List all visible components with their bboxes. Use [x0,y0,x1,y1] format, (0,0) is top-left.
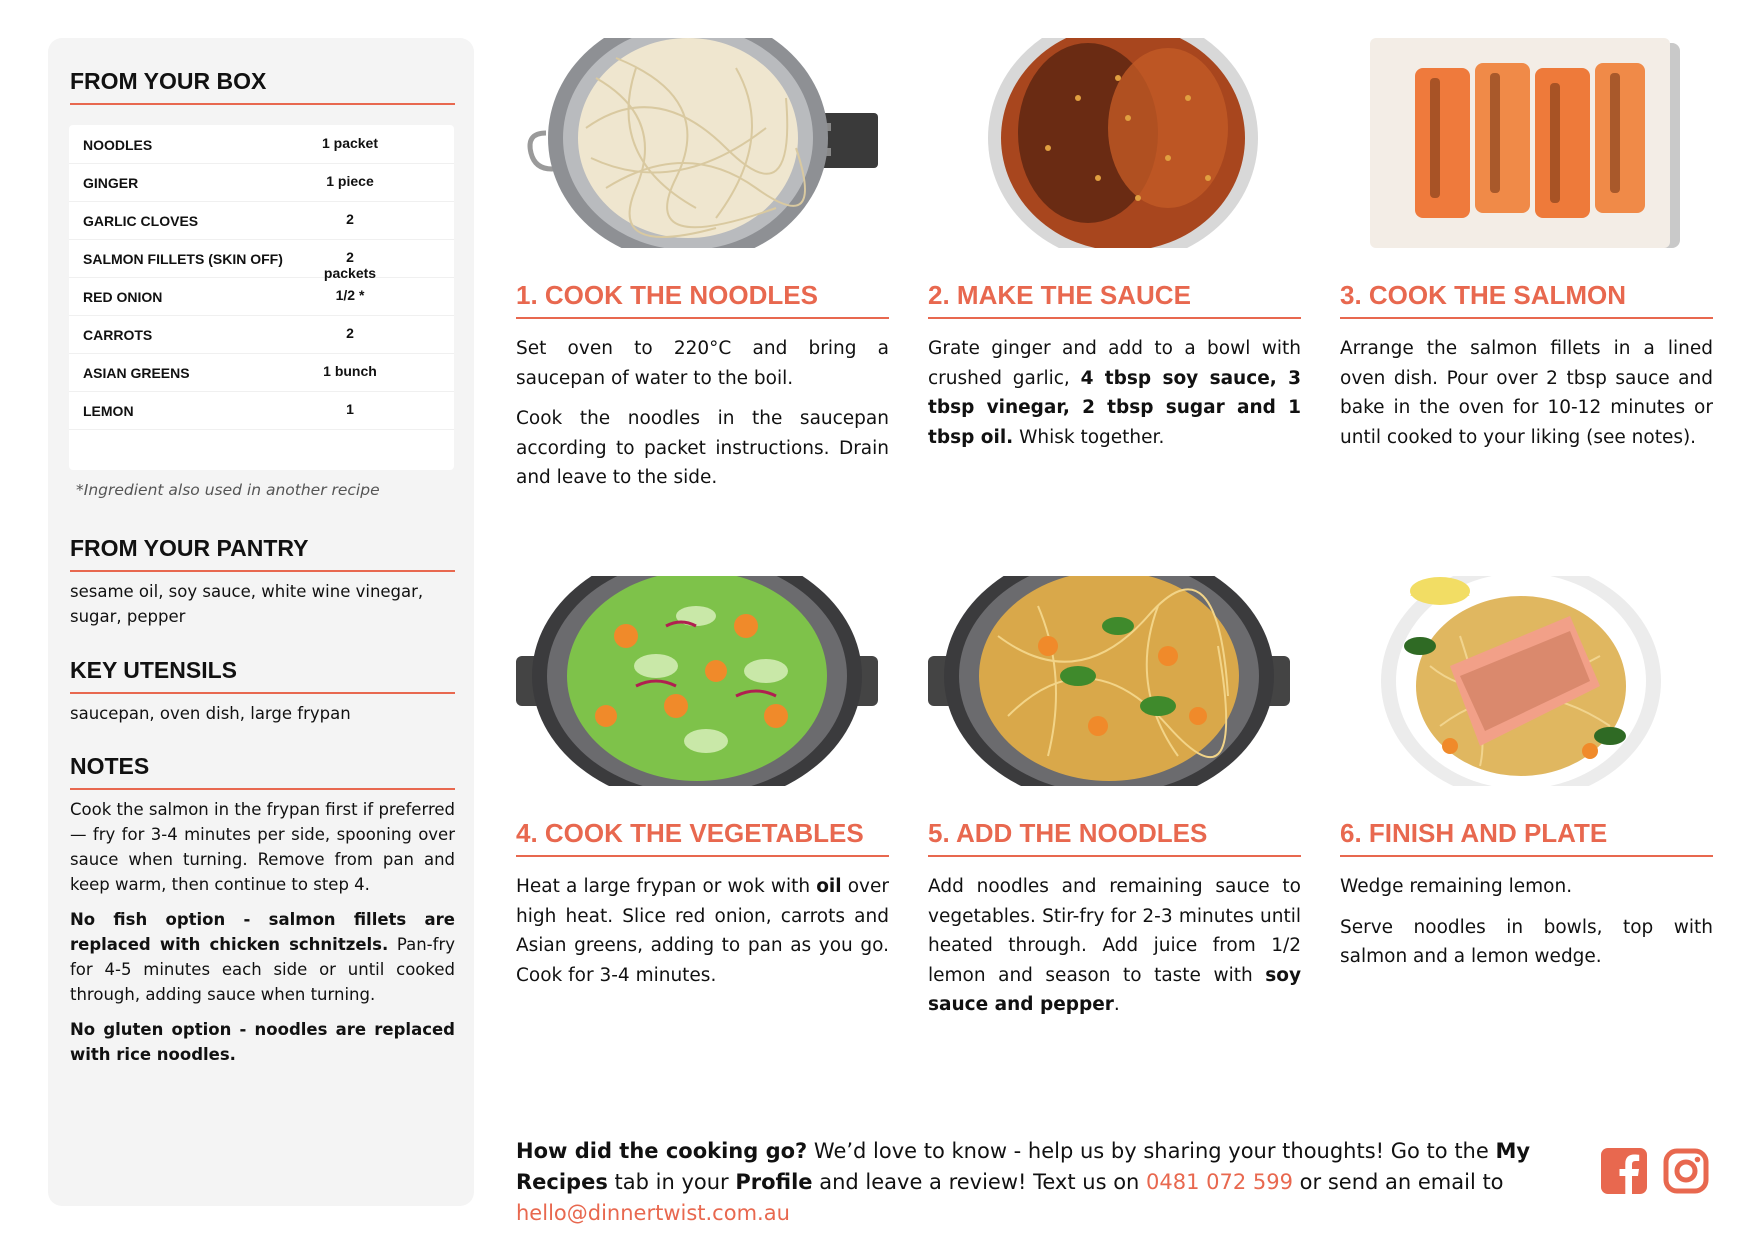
ingredient-qty: 2 [346,325,354,341]
step-1-photo-noodles [516,38,878,248]
step-4-text: Heat a large frypan or wok with oil over high heat. Slice red onion, carrots and Asian greens, adding to pan as you go. Cook for 3-4 minutes. [516,876,889,986]
table-row [69,125,454,164]
notes-heading: NOTES [70,753,455,790]
step-5-title: 5. ADD THE NOODLES [928,818,1301,857]
ingredient-footnote: *Ingredient also used in another recipe [76,481,380,499]
ingredient-qty: 1 piece [326,173,374,189]
ingredient-name: RED ONION [83,289,163,305]
utensils-text: saucepan, oven dish, large frypan [70,704,351,723]
step-3-body [1340,334,1713,463]
step-6-body [1340,872,1713,983]
ingredient-name: SALMON FILLETS (SKIN OFF) [83,251,283,267]
ingredients-sidebar [48,38,474,1206]
step-6-text: Serve noodles in bowls, top with salmon and a lemon wedge. [1340,916,1713,967]
table-row [69,391,454,430]
key-utensils-heading: KEY UTENSILS [70,657,455,694]
notes-bold: No fish option - salmon fillets are replaced with chicken schnitzels. [70,910,455,954]
step-5-body [928,872,1301,1031]
notes-paragraph: Cook the salmon in the frypan first if preferred — fry for 3-4 minutes per side, spooning over sauce when turning. Remove from pan and keep warm, then continue to step 4. [70,800,455,894]
instagram-icon[interactable] [1663,1148,1709,1194]
pantry-text: sesame oil, soy sauce, white wine vinegar, sugar, pepper [70,582,424,626]
phone-number-link[interactable]: 0481 072 599 [1146,1170,1293,1194]
from-your-box-heading: FROM YOUR BOX [70,68,455,105]
step-5-text: Add noodles and remaining sauce to vegetables. Stir-fry for 2-3 minutes until heated through. Add juice from 1/2 lemon and season to taste with soy sauce and pepper. [928,876,1301,1015]
step-3-photo-salmon [1340,38,1702,248]
review-call-to-action: How did the cooking go? We’d love to know - help us by sharing your thoughts! Go to the My Recipes tab in your Profile and leave a review! Text us on 0481 072 599 or send an email to hello@dinnertwist.com.au [516,1139,1531,1225]
step-2-text: Grate ginger and add to a bowl with crushed garlic, 4 tbsp soy sauce, 3 tbsp vinegar, 2 tbsp sugar and 1 tbsp oil. Whisk together. [928,338,1301,448]
notes-body [70,797,455,1077]
table-row [69,277,454,316]
notes-paragraph [70,1017,455,1067]
table-row [69,239,454,281]
table-row [69,163,454,202]
table-row [69,353,454,392]
facebook-icon[interactable] [1601,1148,1647,1194]
table-row [69,315,454,354]
ingredient-qty: 2 packets [323,249,377,281]
email-link[interactable]: hello@dinnertwist.com.au [516,1201,790,1225]
ingredient-qty: 1 [346,401,354,417]
notes-paragraph [70,907,455,1007]
step-2-photo-sauce [928,38,1290,248]
from-your-pantry-heading: FROM YOUR PANTRY [70,535,455,572]
ingredient-qty: 2 [346,211,354,227]
my-recipes-label: My Recipes [516,1139,1531,1194]
step-6-text: Wedge remaining lemon. [1340,876,1573,897]
table-row [69,201,454,240]
step-2-title: 2. MAKE THE SAUCE [928,280,1301,319]
notes-bold: No gluten option - noodles are replaced with rice noodles. [70,1020,455,1064]
step-2-body [928,334,1301,463]
ingredient-name: CARROTS [83,327,153,343]
step-1-title: 1. COOK THE NOODLES [516,280,889,319]
step-1-text: Set oven to 220°C and bring a saucepan of water to the boil. [516,338,889,389]
ingredient-name: GINGER [83,175,139,191]
ingredient-qty: 1 bunch [323,363,377,379]
ingredient-qty: 1 packet [321,135,379,151]
ingredient-name: ASIAN GREENS [83,365,190,381]
ingredient-name: LEMON [83,403,134,419]
step-6-photo-plated [1340,576,1702,786]
step-4-body [516,872,889,1001]
ingredient-name: NOODLES [83,137,153,153]
step-6-title: 6. FINISH AND PLATE [1340,818,1713,857]
step-1-text: Cook the noodles in the saucepan according to packet instructions. Drain and leave to the side. [516,408,889,488]
step-4-photo-vegetables [516,576,878,786]
step-1-body [516,334,889,504]
step-5-photo-noodles-vegetables [928,576,1290,786]
step-3-title: 3. COOK THE SALMON [1340,280,1713,319]
profile-label: Profile [735,1170,813,1194]
cta-question: How did the cooking go? [516,1139,808,1163]
ingredient-name: GARLIC CLOVES [83,213,199,229]
step-3-text: Arrange the salmon fillets in a lined oven dish. Pour over 2 tbsp sauce and bake in the oven for 10-12 minutes or until cooked to your liking (see notes). [1340,338,1713,448]
step-4-title: 4. COOK THE VEGETABLES [516,818,889,857]
ingredients-table [69,125,454,470]
notes-text: Pan-fry for 4-5 minutes each side or until cooked through, adding sauce when turning. [70,935,455,1004]
ingredient-qty: 1/2 * [335,287,365,303]
